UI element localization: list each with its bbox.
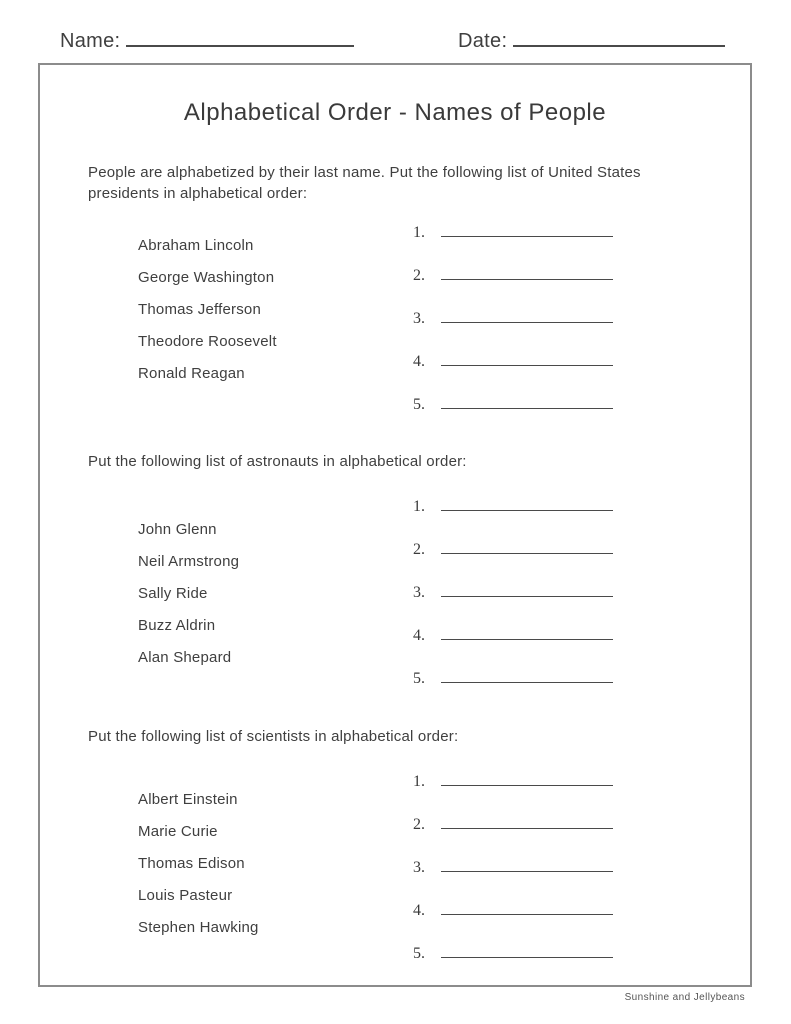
list-item: Abraham Lincoln bbox=[138, 237, 254, 254]
answer-number: 4. bbox=[413, 902, 425, 919]
answer-blank[interactable] bbox=[441, 221, 613, 237]
list-item: Albert Einstein bbox=[138, 791, 238, 808]
list-item: Theodore Roosevelt bbox=[138, 333, 277, 350]
section-presidents-body bbox=[40, 220, 750, 435]
scientists-name-list bbox=[138, 769, 413, 984]
answer-blank[interactable] bbox=[441, 350, 613, 366]
date-field bbox=[458, 30, 725, 53]
list-item: Thomas Jefferson bbox=[138, 301, 261, 318]
list-item: Sally Ride bbox=[138, 585, 208, 602]
date-blank[interactable] bbox=[513, 31, 725, 47]
answer-number: 1. bbox=[413, 224, 425, 241]
list-item: Stephen Hawking bbox=[138, 919, 259, 936]
section-presidents-instruction: People are alphabetized by their last name. Put the following list of United States presidents in alphabetical order: bbox=[88, 164, 641, 202]
scientists-answer-list bbox=[413, 769, 653, 984]
answer-row bbox=[413, 537, 653, 563]
list-item: George Washington bbox=[138, 269, 275, 286]
answer-number: 3. bbox=[413, 310, 425, 327]
answer-blank[interactable] bbox=[441, 667, 613, 683]
answer-number: 2. bbox=[413, 541, 425, 558]
answer-number: 3. bbox=[413, 584, 425, 601]
astronauts-answer-list bbox=[413, 494, 653, 709]
answer-row bbox=[413, 769, 653, 795]
answer-blank[interactable] bbox=[441, 581, 613, 597]
answer-row bbox=[413, 812, 653, 838]
name-field bbox=[60, 30, 354, 53]
answer-blank[interactable] bbox=[441, 307, 613, 323]
answer-number: 4. bbox=[413, 627, 425, 644]
answer-blank[interactable] bbox=[441, 624, 613, 640]
answer-row bbox=[413, 666, 653, 692]
list-item: Louis Pasteur bbox=[138, 887, 233, 904]
answer-row bbox=[413, 306, 653, 332]
presidents-answer-list bbox=[413, 220, 653, 435]
answer-row bbox=[413, 263, 653, 289]
answer-number: 2. bbox=[413, 816, 425, 833]
page-title: Alphabetical Order - Names of People bbox=[183, 99, 607, 126]
name-blank[interactable] bbox=[126, 31, 354, 47]
list-item: Thomas Edison bbox=[138, 855, 245, 872]
answer-row bbox=[413, 855, 653, 881]
list-item: Marie Curie bbox=[138, 823, 218, 840]
answer-blank[interactable] bbox=[441, 264, 613, 280]
answer-row bbox=[413, 349, 653, 375]
answer-blank[interactable] bbox=[441, 770, 613, 786]
list-item: Alan Shepard bbox=[138, 649, 232, 666]
answer-blank[interactable] bbox=[441, 899, 613, 915]
name-label: Name: bbox=[60, 30, 121, 52]
section-astronauts-body bbox=[40, 494, 750, 709]
list-item: Neil Armstrong bbox=[138, 553, 240, 570]
answer-number: 5. bbox=[413, 945, 425, 962]
list-item: Buzz Aldrin bbox=[138, 617, 216, 634]
section-astronauts-instruction: Put the following list of astronauts in alphabetical order: bbox=[88, 453, 467, 470]
answer-blank[interactable] bbox=[441, 393, 613, 409]
answer-blank[interactable] bbox=[441, 538, 613, 554]
answer-row bbox=[413, 623, 653, 649]
answer-row bbox=[413, 220, 653, 246]
list-item: Ronald Reagan bbox=[138, 365, 245, 382]
answer-row bbox=[413, 392, 653, 418]
answer-row bbox=[413, 494, 653, 520]
answer-number: 5. bbox=[413, 396, 425, 413]
worksheet-box bbox=[38, 63, 752, 987]
astronauts-name-list bbox=[138, 494, 413, 709]
section-scientists-instruction: Put the following list of scientists in alphabetical order: bbox=[88, 728, 459, 745]
answer-row bbox=[413, 580, 653, 606]
answer-number: 4. bbox=[413, 353, 425, 370]
answer-blank[interactable] bbox=[441, 495, 613, 511]
answer-number: 2. bbox=[413, 267, 425, 284]
answer-number: 1. bbox=[413, 773, 425, 790]
date-label: Date: bbox=[458, 30, 508, 52]
answer-number: 1. bbox=[413, 498, 425, 515]
answer-blank[interactable] bbox=[441, 856, 613, 872]
presidents-name-list bbox=[138, 220, 413, 435]
answer-blank[interactable] bbox=[441, 813, 613, 829]
answer-row bbox=[413, 941, 653, 967]
list-item: John Glenn bbox=[138, 521, 217, 538]
answer-blank[interactable] bbox=[441, 942, 613, 958]
footer-credit: Sunshine and Jellybeans bbox=[624, 992, 745, 1003]
answer-row bbox=[413, 898, 653, 924]
section-scientists-body bbox=[40, 769, 750, 984]
answer-number: 3. bbox=[413, 859, 425, 876]
answer-number: 5. bbox=[413, 670, 425, 687]
